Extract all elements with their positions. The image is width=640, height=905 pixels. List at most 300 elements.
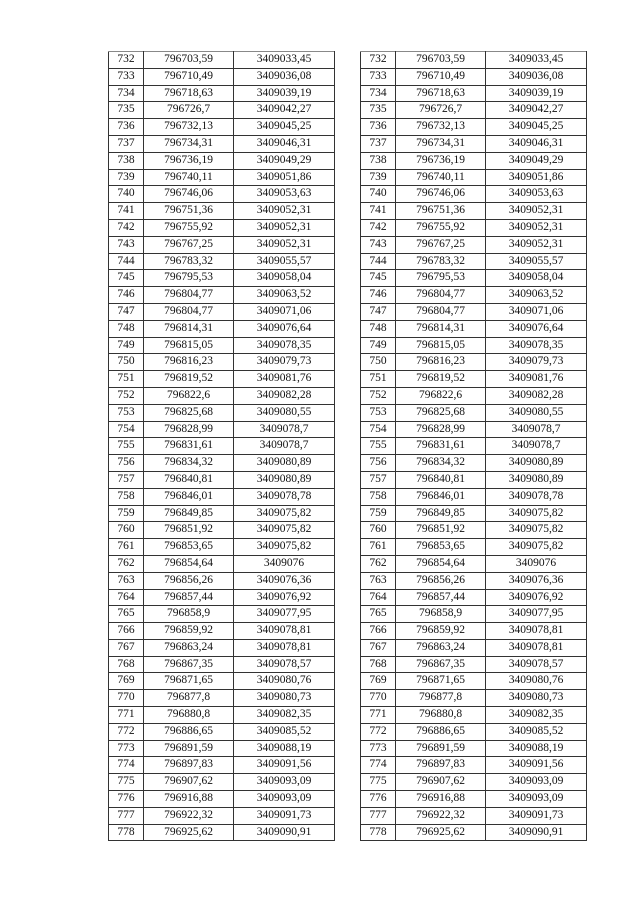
y-coordinate-cell: 3409080,76: [486, 673, 587, 690]
table-row: [109, 270, 335, 287]
y-coordinate-cell: 3409046,31: [486, 135, 587, 152]
table-row: [109, 102, 335, 119]
point-number-cell: 739: [361, 169, 396, 186]
point-number-cell: 739: [109, 169, 144, 186]
point-number-cell: 738: [361, 152, 396, 169]
table-row: [109, 219, 335, 236]
point-number-cell: 772: [109, 723, 144, 740]
x-coordinate-cell: 796877,8: [396, 690, 486, 707]
coordinates-table-left: [108, 51, 335, 841]
x-coordinate-cell: 796746,06: [144, 186, 234, 203]
point-number-cell: 760: [361, 522, 396, 539]
x-coordinate-cell: 796877,8: [144, 690, 234, 707]
table-row: [361, 522, 587, 539]
y-coordinate-cell: 3409078,81: [486, 623, 587, 640]
x-coordinate-cell: 796751,36: [396, 203, 486, 220]
y-coordinate-cell: 3409055,57: [234, 253, 335, 270]
table-row: [361, 287, 587, 304]
table-row: [361, 421, 587, 438]
x-coordinate-cell: 796916,88: [396, 791, 486, 808]
table-row: [361, 219, 587, 236]
y-coordinate-cell: 3409042,27: [486, 102, 587, 119]
y-coordinate-cell: 3409049,29: [234, 152, 335, 169]
x-coordinate-cell: 796703,59: [144, 52, 234, 69]
table-row: [361, 807, 587, 824]
point-number-cell: 741: [361, 203, 396, 220]
point-number-cell: 743: [109, 236, 144, 253]
point-number-cell: 776: [361, 791, 396, 808]
x-coordinate-cell: 796815,05: [396, 337, 486, 354]
table-row: [109, 169, 335, 186]
y-coordinate-cell: 3409078,35: [486, 337, 587, 354]
x-coordinate-cell: 796840,81: [396, 471, 486, 488]
table-row: [109, 791, 335, 808]
x-coordinate-cell: 796886,65: [396, 723, 486, 740]
table-row: [361, 85, 587, 102]
point-number-cell: 763: [361, 572, 396, 589]
point-number-cell: 732: [361, 52, 396, 69]
x-coordinate-cell: 796767,25: [144, 236, 234, 253]
x-coordinate-cell: 796825,68: [396, 404, 486, 421]
table-row: [109, 757, 335, 774]
x-coordinate-cell: 796828,99: [396, 421, 486, 438]
x-coordinate-cell: 796783,32: [144, 253, 234, 270]
point-number-cell: 745: [109, 270, 144, 287]
table-row: [109, 707, 335, 724]
point-number-cell: 746: [109, 287, 144, 304]
table-row: [361, 270, 587, 287]
table-row: [109, 119, 335, 136]
point-number-cell: 766: [361, 623, 396, 640]
x-coordinate-cell: 796710,49: [396, 68, 486, 85]
point-number-cell: 735: [361, 102, 396, 119]
table-row: [109, 522, 335, 539]
x-coordinate-cell: 796755,92: [144, 219, 234, 236]
x-coordinate-cell: 796804,77: [396, 303, 486, 320]
y-coordinate-cell: 3409071,06: [486, 303, 587, 320]
y-coordinate-cell: 3409093,09: [486, 791, 587, 808]
y-coordinate-cell: 3409078,78: [234, 488, 335, 505]
table-row: [361, 723, 587, 740]
y-coordinate-cell: 3409088,19: [486, 740, 587, 757]
x-coordinate-cell: 796859,92: [144, 623, 234, 640]
x-coordinate-cell: 796859,92: [396, 623, 486, 640]
x-coordinate-cell: 796703,59: [396, 52, 486, 69]
x-coordinate-cell: 796858,9: [396, 606, 486, 623]
y-coordinate-cell: 3409076,36: [234, 572, 335, 589]
point-number-cell: 743: [361, 236, 396, 253]
table-row: [361, 438, 587, 455]
point-number-cell: 749: [361, 337, 396, 354]
x-coordinate-cell: 796804,77: [144, 287, 234, 304]
point-number-cell: 733: [109, 68, 144, 85]
y-coordinate-cell: 3409077,95: [234, 606, 335, 623]
y-coordinate-cell: 3409036,08: [486, 68, 587, 85]
table-row: [361, 135, 587, 152]
y-coordinate-cell: 3409080,73: [486, 690, 587, 707]
point-number-cell: 734: [361, 85, 396, 102]
table-row: [361, 303, 587, 320]
x-coordinate-cell: 796867,35: [396, 656, 486, 673]
y-coordinate-cell: 3409079,73: [234, 354, 335, 371]
point-number-cell: 759: [361, 505, 396, 522]
table-row: [361, 471, 587, 488]
table-row: [361, 774, 587, 791]
y-coordinate-cell: 3409033,45: [234, 52, 335, 69]
table-row: [361, 639, 587, 656]
x-coordinate-cell: 796795,53: [144, 270, 234, 287]
x-coordinate-cell: 796783,32: [396, 253, 486, 270]
table-row: [361, 152, 587, 169]
point-number-cell: 733: [361, 68, 396, 85]
y-coordinate-cell: 3409058,04: [234, 270, 335, 287]
point-number-cell: 768: [361, 656, 396, 673]
table-row: [109, 135, 335, 152]
y-coordinate-cell: 3409051,86: [486, 169, 587, 186]
x-coordinate-cell: 796857,44: [396, 589, 486, 606]
x-coordinate-cell: 796815,05: [144, 337, 234, 354]
table-row: [109, 471, 335, 488]
point-number-cell: 778: [109, 824, 144, 841]
y-coordinate-cell: 3409036,08: [234, 68, 335, 85]
y-coordinate-cell: 3409080,76: [234, 673, 335, 690]
table-row: [361, 253, 587, 270]
x-coordinate-cell: 796804,77: [396, 287, 486, 304]
y-coordinate-cell: 3409091,56: [486, 757, 587, 774]
y-coordinate-cell: 3409063,52: [486, 287, 587, 304]
x-coordinate-cell: 796828,99: [144, 421, 234, 438]
y-coordinate-cell: 3409078,78: [486, 488, 587, 505]
y-coordinate-cell: 3409080,55: [486, 404, 587, 421]
point-number-cell: 759: [109, 505, 144, 522]
point-number-cell: 762: [109, 555, 144, 572]
y-coordinate-cell: 3409075,82: [234, 539, 335, 556]
table-row: [109, 539, 335, 556]
y-coordinate-cell: 3409078,81: [234, 639, 335, 656]
x-coordinate-cell: 796856,26: [396, 572, 486, 589]
x-coordinate-cell: 796732,13: [396, 119, 486, 136]
x-coordinate-cell: 796849,85: [396, 505, 486, 522]
x-coordinate-cell: 796846,01: [396, 488, 486, 505]
table-row: [361, 119, 587, 136]
table-row: [361, 623, 587, 640]
point-number-cell: 750: [109, 354, 144, 371]
y-coordinate-cell: 3409045,25: [234, 119, 335, 136]
x-coordinate-cell: 796710,49: [144, 68, 234, 85]
point-number-cell: 762: [361, 555, 396, 572]
y-coordinate-cell: 3409093,09: [234, 774, 335, 791]
y-coordinate-cell: 3409080,73: [234, 690, 335, 707]
table-row: [109, 589, 335, 606]
x-coordinate-cell: 796840,81: [144, 471, 234, 488]
x-coordinate-cell: 796863,24: [144, 639, 234, 656]
x-coordinate-cell: 796816,23: [396, 354, 486, 371]
point-number-cell: 750: [361, 354, 396, 371]
x-coordinate-cell: 796853,65: [144, 539, 234, 556]
y-coordinate-cell: 3409046,31: [234, 135, 335, 152]
point-number-cell: 747: [109, 303, 144, 320]
table-row: [361, 572, 587, 589]
point-number-cell: 751: [361, 371, 396, 388]
x-coordinate-cell: 796822,6: [396, 387, 486, 404]
x-coordinate-cell: 796822,6: [144, 387, 234, 404]
x-coordinate-cell: 796834,32: [396, 455, 486, 472]
point-number-cell: 754: [361, 421, 396, 438]
x-coordinate-cell: 796907,62: [396, 774, 486, 791]
point-number-cell: 748: [361, 320, 396, 337]
x-coordinate-cell: 796795,53: [396, 270, 486, 287]
y-coordinate-cell: 3409080,55: [234, 404, 335, 421]
y-coordinate-cell: 3409076,92: [234, 589, 335, 606]
x-coordinate-cell: 796834,32: [144, 455, 234, 472]
x-coordinate-cell: 796886,65: [144, 723, 234, 740]
table-row: [109, 387, 335, 404]
x-coordinate-cell: 796726,7: [144, 102, 234, 119]
point-number-cell: 740: [361, 186, 396, 203]
x-coordinate-cell: 796804,77: [144, 303, 234, 320]
table-row: [109, 623, 335, 640]
point-number-cell: 734: [109, 85, 144, 102]
point-number-cell: 744: [361, 253, 396, 270]
table-row: [109, 85, 335, 102]
point-number-cell: 753: [361, 404, 396, 421]
table-row: [109, 438, 335, 455]
point-number-cell: 744: [109, 253, 144, 270]
point-number-cell: 751: [109, 371, 144, 388]
y-coordinate-cell: 3409082,35: [234, 707, 335, 724]
coordinates-table-body: [109, 52, 335, 841]
point-number-cell: 773: [361, 740, 396, 757]
y-coordinate-cell: 3409079,73: [486, 354, 587, 371]
y-coordinate-cell: 3409052,31: [486, 236, 587, 253]
y-coordinate-cell: 3409052,31: [486, 203, 587, 220]
point-number-cell: 748: [109, 320, 144, 337]
x-coordinate-cell: 796854,64: [396, 555, 486, 572]
y-coordinate-cell: 3409082,35: [486, 707, 587, 724]
table-row: [361, 203, 587, 220]
x-coordinate-cell: 796814,31: [396, 320, 486, 337]
table-row: [361, 186, 587, 203]
y-coordinate-cell: 3409078,7: [486, 421, 587, 438]
y-coordinate-cell: 3409076,64: [234, 320, 335, 337]
table-row: [361, 757, 587, 774]
x-coordinate-cell: 796867,35: [144, 656, 234, 673]
point-number-cell: 735: [109, 102, 144, 119]
point-number-cell: 746: [361, 287, 396, 304]
y-coordinate-cell: 3409039,19: [486, 85, 587, 102]
point-number-cell: 737: [361, 135, 396, 152]
y-coordinate-cell: 3409093,09: [234, 791, 335, 808]
table-row: [109, 690, 335, 707]
y-coordinate-cell: 3409080,89: [234, 471, 335, 488]
table-row: [361, 371, 587, 388]
point-number-cell: 732: [109, 52, 144, 69]
y-coordinate-cell: 3409055,57: [486, 253, 587, 270]
y-coordinate-cell: 3409052,31: [234, 219, 335, 236]
y-coordinate-cell: 3409063,52: [234, 287, 335, 304]
table-row: [109, 404, 335, 421]
table-row: [361, 589, 587, 606]
x-coordinate-cell: 796718,63: [396, 85, 486, 102]
x-coordinate-cell: 796851,92: [396, 522, 486, 539]
point-number-cell: 778: [361, 824, 396, 841]
x-coordinate-cell: 796734,31: [144, 135, 234, 152]
point-number-cell: 752: [109, 387, 144, 404]
x-coordinate-cell: 796718,63: [144, 85, 234, 102]
table-row: [109, 488, 335, 505]
table-row: [109, 824, 335, 841]
point-number-cell: 763: [109, 572, 144, 589]
x-coordinate-cell: 796897,83: [144, 757, 234, 774]
y-coordinate-cell: 3409090,91: [486, 824, 587, 841]
y-coordinate-cell: 3409082,28: [486, 387, 587, 404]
table-row: [361, 169, 587, 186]
x-coordinate-cell: 796746,06: [396, 186, 486, 203]
point-number-cell: 771: [361, 707, 396, 724]
point-number-cell: 767: [109, 639, 144, 656]
y-coordinate-cell: 3409078,7: [234, 438, 335, 455]
point-number-cell: 761: [109, 539, 144, 556]
y-coordinate-cell: 3409081,76: [486, 371, 587, 388]
x-coordinate-cell: 796732,13: [144, 119, 234, 136]
x-coordinate-cell: 796819,52: [144, 371, 234, 388]
y-coordinate-cell: 3409081,76: [234, 371, 335, 388]
point-number-cell: 745: [361, 270, 396, 287]
table-row: [361, 539, 587, 556]
table-row: [361, 656, 587, 673]
table-row: [361, 555, 587, 572]
point-number-cell: 767: [361, 639, 396, 656]
y-coordinate-cell: 3409093,09: [486, 774, 587, 791]
y-coordinate-cell: 3409091,73: [486, 807, 587, 824]
y-coordinate-cell: 3409075,82: [234, 505, 335, 522]
point-number-cell: 757: [361, 471, 396, 488]
x-coordinate-cell: 796846,01: [144, 488, 234, 505]
x-coordinate-cell: 796851,92: [144, 522, 234, 539]
x-coordinate-cell: 796740,11: [396, 169, 486, 186]
table-row: [361, 488, 587, 505]
table-row: [109, 337, 335, 354]
table-row: [109, 186, 335, 203]
x-coordinate-cell: 796871,65: [396, 673, 486, 690]
point-number-cell: 757: [109, 471, 144, 488]
y-coordinate-cell: 3409052,31: [486, 219, 587, 236]
table-row: [361, 52, 587, 69]
point-number-cell: 742: [361, 219, 396, 236]
point-number-cell: 753: [109, 404, 144, 421]
x-coordinate-cell: 796856,26: [144, 572, 234, 589]
table-row: [109, 68, 335, 85]
y-coordinate-cell: 3409090,91: [234, 824, 335, 841]
point-number-cell: 737: [109, 135, 144, 152]
x-coordinate-cell: 796880,8: [396, 707, 486, 724]
x-coordinate-cell: 796925,62: [396, 824, 486, 841]
point-number-cell: 754: [109, 421, 144, 438]
table-row: [361, 606, 587, 623]
y-coordinate-cell: 3409051,86: [234, 169, 335, 186]
table-row: [361, 673, 587, 690]
table-row: [361, 740, 587, 757]
table-row: [109, 723, 335, 740]
x-coordinate-cell: 796755,92: [396, 219, 486, 236]
table-row: [109, 152, 335, 169]
point-number-cell: 756: [361, 455, 396, 472]
table-row: [361, 404, 587, 421]
x-coordinate-cell: 796814,31: [144, 320, 234, 337]
y-coordinate-cell: 3409033,45: [486, 52, 587, 69]
table-row: [109, 774, 335, 791]
y-coordinate-cell: 3409049,29: [486, 152, 587, 169]
y-coordinate-cell: 3409078,7: [486, 438, 587, 455]
table-row: [361, 707, 587, 724]
point-number-cell: 752: [361, 387, 396, 404]
point-number-cell: 777: [361, 807, 396, 824]
point-number-cell: 770: [361, 690, 396, 707]
point-number-cell: 742: [109, 219, 144, 236]
x-coordinate-cell: 796853,65: [396, 539, 486, 556]
y-coordinate-cell: 3409085,52: [486, 723, 587, 740]
x-coordinate-cell: 796831,61: [396, 438, 486, 455]
table-row: [361, 505, 587, 522]
x-coordinate-cell: 796736,19: [396, 152, 486, 169]
x-coordinate-cell: 796871,65: [144, 673, 234, 690]
point-number-cell: 776: [109, 791, 144, 808]
y-coordinate-cell: 3409075,82: [486, 539, 587, 556]
point-number-cell: 761: [361, 539, 396, 556]
y-coordinate-cell: 3409053,63: [234, 186, 335, 203]
point-number-cell: 773: [109, 740, 144, 757]
x-coordinate-cell: 796825,68: [144, 404, 234, 421]
y-coordinate-cell: 3409080,89: [234, 455, 335, 472]
point-number-cell: 749: [109, 337, 144, 354]
point-number-cell: 777: [109, 807, 144, 824]
point-number-cell: 755: [109, 438, 144, 455]
y-coordinate-cell: 3409091,56: [234, 757, 335, 774]
x-coordinate-cell: 796767,25: [396, 236, 486, 253]
table-row: [109, 606, 335, 623]
x-coordinate-cell: 796922,32: [396, 807, 486, 824]
y-coordinate-cell: 3409080,89: [486, 455, 587, 472]
point-number-cell: 765: [109, 606, 144, 623]
table-row: [109, 455, 335, 472]
point-number-cell: 766: [109, 623, 144, 640]
point-number-cell: 775: [361, 774, 396, 791]
x-coordinate-cell: 796740,11: [144, 169, 234, 186]
point-number-cell: 740: [109, 186, 144, 203]
table-row: [361, 68, 587, 85]
y-coordinate-cell: 3409076,92: [486, 589, 587, 606]
table-row: [361, 354, 587, 371]
y-coordinate-cell: 3409085,52: [234, 723, 335, 740]
y-coordinate-cell: 3409078,35: [234, 337, 335, 354]
point-number-cell: 741: [109, 203, 144, 220]
y-coordinate-cell: 3409052,31: [234, 203, 335, 220]
y-coordinate-cell: 3409088,19: [234, 740, 335, 757]
point-number-cell: 774: [361, 757, 396, 774]
y-coordinate-cell: 3409075,82: [486, 522, 587, 539]
point-number-cell: 772: [361, 723, 396, 740]
point-number-cell: 758: [109, 488, 144, 505]
table-row: [109, 320, 335, 337]
table-row: [109, 656, 335, 673]
point-number-cell: 755: [361, 438, 396, 455]
point-number-cell: 756: [109, 455, 144, 472]
coordinates-table-body: [361, 52, 587, 841]
point-number-cell: 758: [361, 488, 396, 505]
y-coordinate-cell: 3409052,31: [234, 236, 335, 253]
point-number-cell: 768: [109, 656, 144, 673]
y-coordinate-cell: 3409080,89: [486, 471, 587, 488]
